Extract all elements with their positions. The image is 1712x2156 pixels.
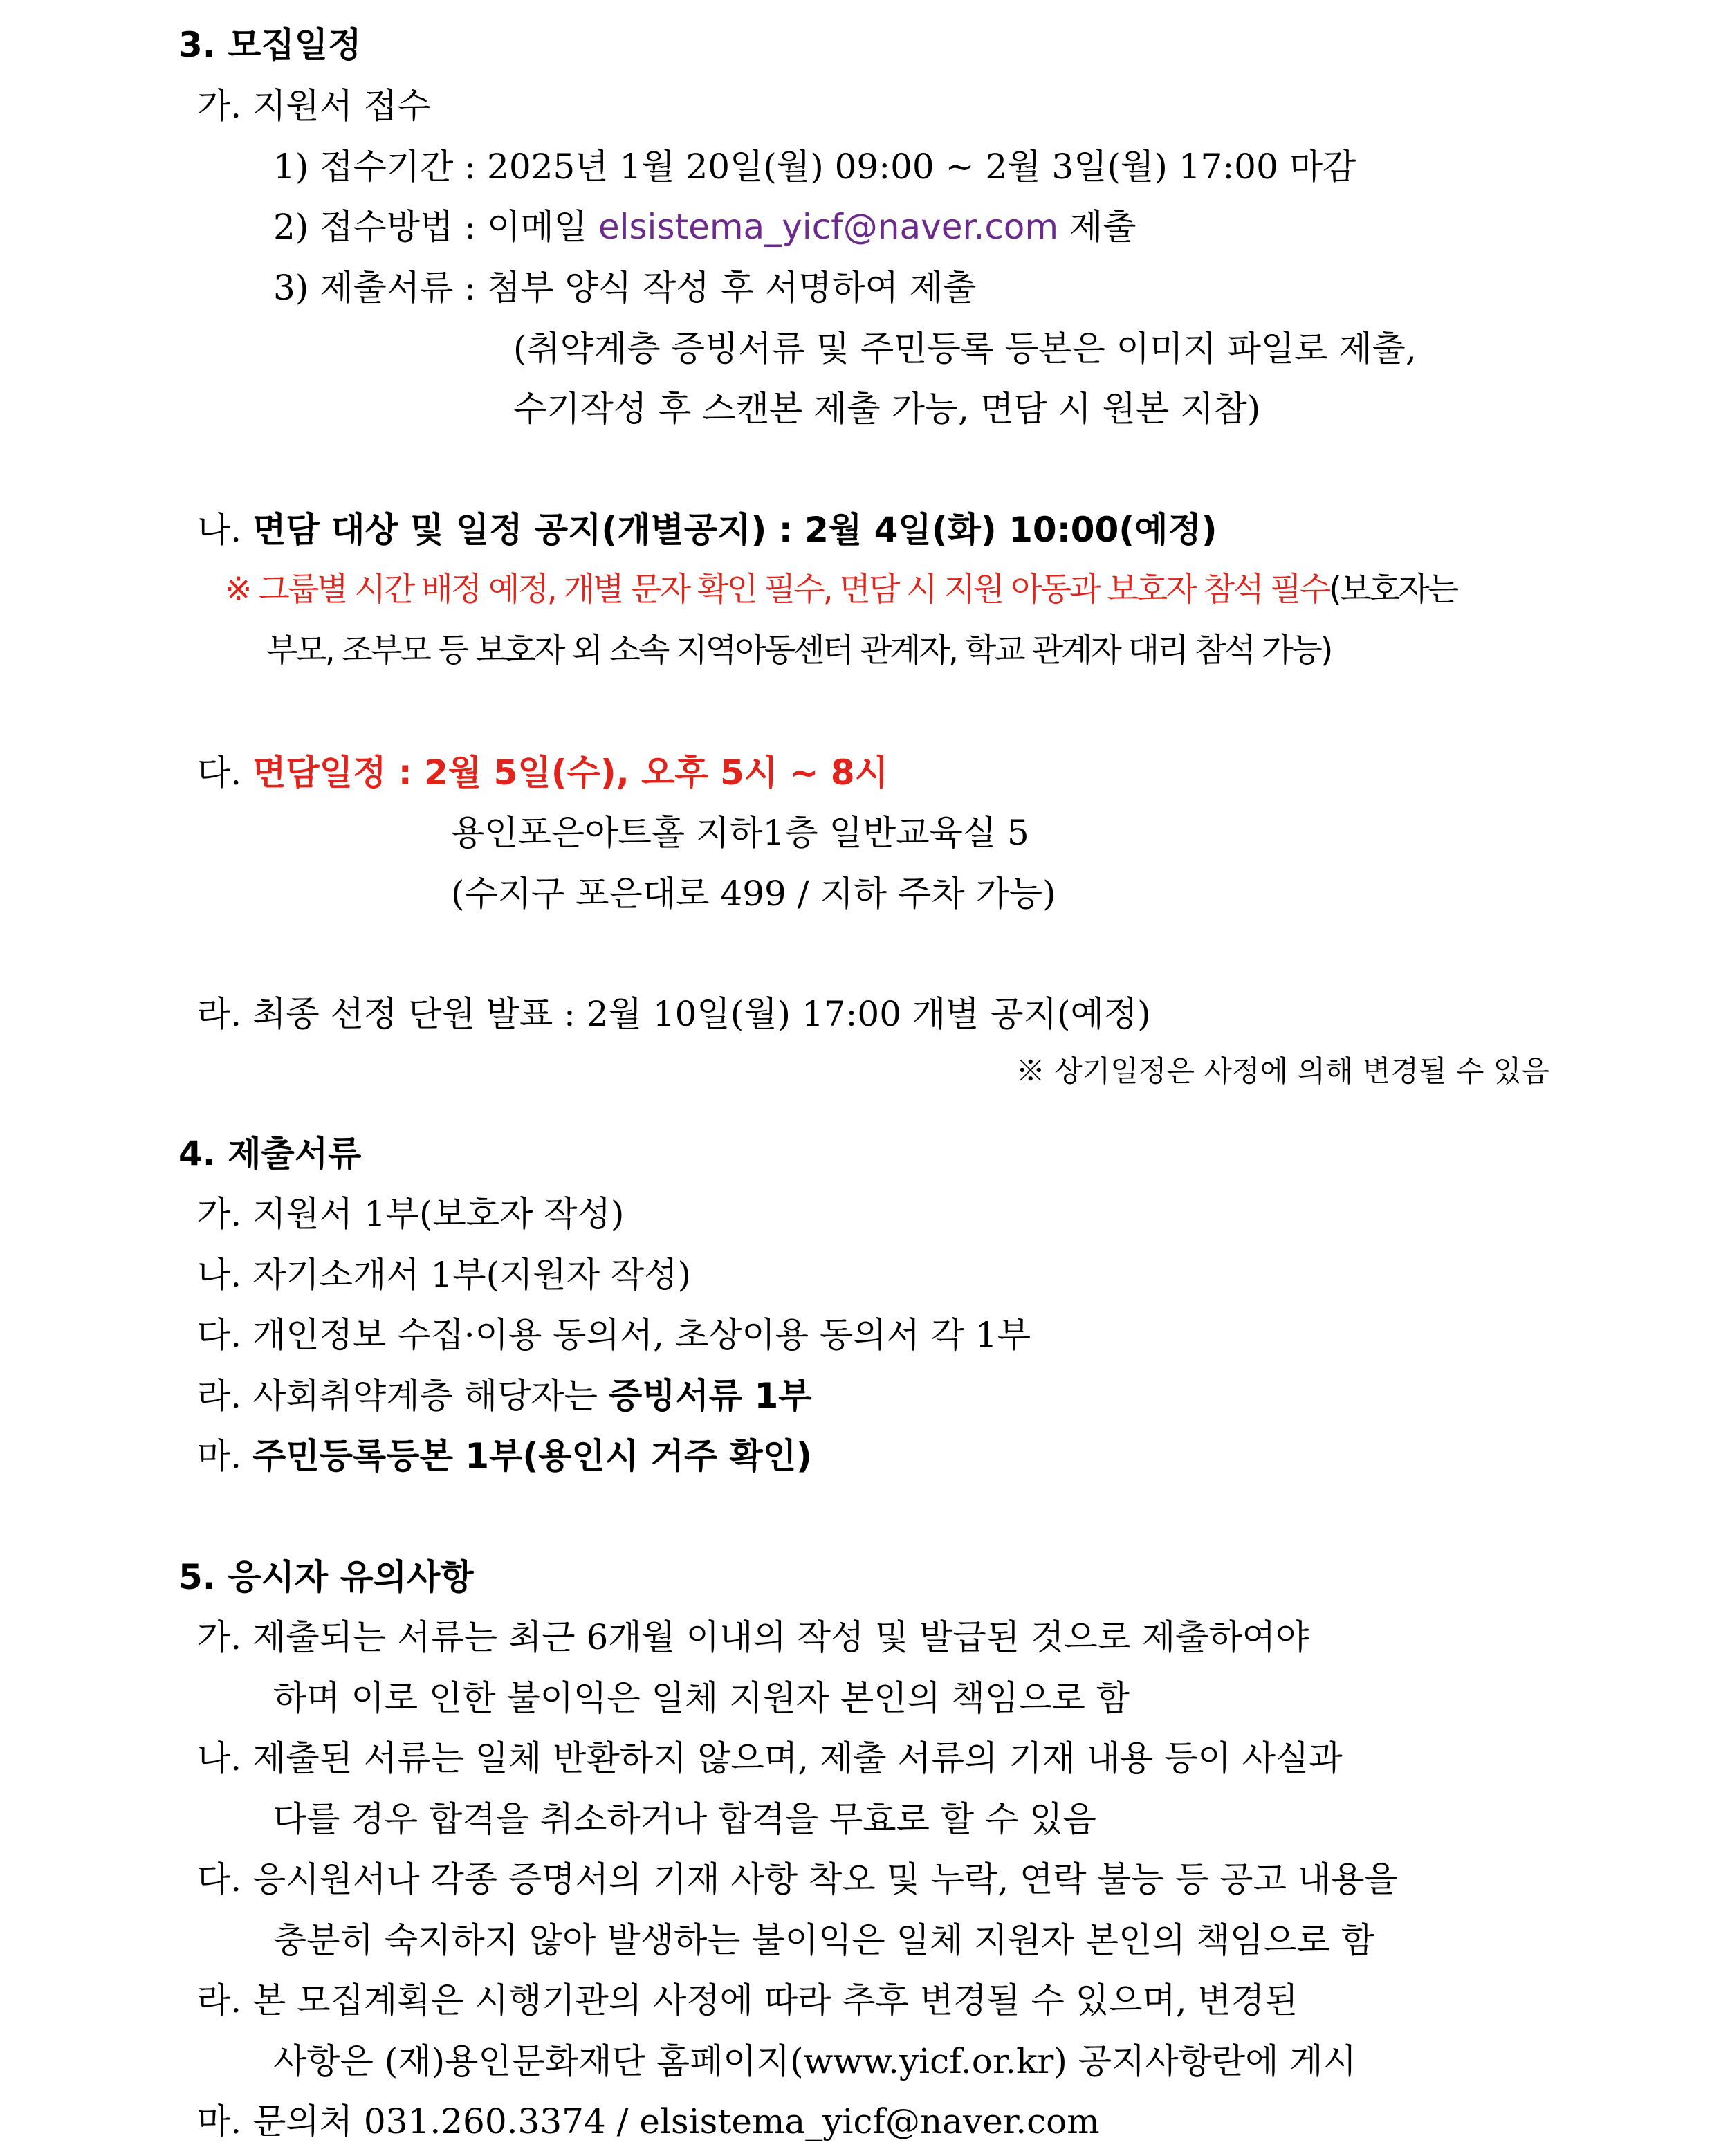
interview-notice-text: 면담 대상 및 일정 공지(개별공지) : 2월 4일(화) 10:00(예정) [252,510,1217,550]
method-prefix: 2) 접수방법 : 이메일 [273,207,598,247]
interview-warning-black: (보호자는 [1329,571,1457,609]
notice-ma-contact: 마. 문의처 031.260.3374 / elsistema_yicf@naver.com [197,2101,1100,2141]
doc-item-ma [197,1436,813,1476]
doc-item-ma-bold: 주민등록등본 1부(용인시 거주 확인) [252,1436,813,1476]
notice-ra-1: 라. 본 모집계획은 시행기관의 사정에 따라 추후 변경될 수 있으며, 변경된 [197,1980,1298,2020]
method-suffix: 제출 [1058,207,1136,247]
na-prefix: 나. [197,510,253,550]
interview-schedule-text: 면담일정 : 2월 5일(수), 오후 5시 ~ 8시 [252,753,888,793]
required-documents-note-1: (취약계층 증빙서류 및 주민등록 등본은 이미지 파일로 제출, [513,329,1417,369]
application-method [273,207,1136,247]
email-link[interactable]: elsistema_yicf@naver.com [598,207,1059,247]
doc-item-ra-prefix: 라. 사회취약계층 해당자는 [197,1376,609,1416]
schedule-change-note: ※ 상기일정은 사정에 의해 변경될 수 있음 [1015,1054,1549,1088]
interview-place: 용인포은아트홀 지하1층 일반교육실 5 [451,813,1029,853]
doc-item-ma-prefix: 마. [197,1436,253,1476]
interview-warning-red: ※ 그룹별 시간 배정 예정, 개별 문자 확인 필수, 면담 시 지원 아동과 보호자 참석 필수 [225,571,1329,609]
section-5-heading: 5. 응시자 유의사항 [178,1557,474,1597]
section-3-heading: 3. 모집일정 [178,25,362,65]
section-4-heading: 4. 제출서류 [178,1134,362,1174]
interview-warning [225,571,1457,609]
notice-da-1: 다. 응시원서나 각종 증명서의 기재 사항 착오 및 누락, 연락 불능 등 공고 내용을 [197,1859,1398,1899]
doc-item-ra-bold: 증빙서류 1부 [608,1376,812,1416]
notice-na-1: 나. 제출된 서류는 일체 반환하지 않으며, 제출 서류의 기재 내용 등이 사실과 [197,1738,1343,1778]
notice-ra-2: 사항은 (재)용인문화재단 홈페이지(www.yicf.or.kr) 공지사항란에 게시 [273,2041,1357,2081]
notice-ga-1: 가. 제출되는 서류는 최근 6개월 이내의 작성 및 발급된 것으로 제출하여야 [197,1617,1309,1657]
final-announcement: 라. 최종 선정 단원 발표 : 2월 10일(월) 17:00 개별 공지(예정) [197,994,1151,1034]
interview-warning-line-2: 부모, 조부모 등 보호자 외 소속 지역아동센터 관계자, 학교 관계자 대리 참석 가능) [266,632,1332,670]
doc-item-ra [197,1376,812,1416]
required-documents: 3) 제출서류 : 첨부 양식 작성 후 서명하여 제출 [273,268,977,308]
interview-address: (수지구 포은대로 499 / 지하 주차 가능) [451,874,1056,914]
section-3-ga-label: 가. 지원서 접수 [197,86,431,126]
notice-ga-2: 하며 이로 인한 불이익은 일체 지원자 본인의 책임으로 함 [273,1678,1130,1718]
interview-schedule [197,753,888,793]
notice-da-2: 충분히 숙지하지 않아 발생하는 불이익은 일체 지원자 본인의 책임으로 함 [273,1920,1375,1960]
doc-item-ga: 가. 지원서 1부(보호자 작성) [197,1194,625,1234]
interview-notice [197,510,1217,550]
da-prefix: 다. [197,753,253,793]
required-documents-note-2: 수기작성 후 스캔본 제출 가능, 면담 시 원본 지참) [513,389,1261,429]
notice-na-2: 다를 경우 합격을 취소하거나 합격을 무효로 할 수 있음 [273,1799,1096,1839]
doc-item-na: 나. 자기소개서 1부(지원자 작성) [197,1255,691,1295]
doc-item-da: 다. 개인정보 수집·이용 동의서, 초상이용 동의서 각 1부 [197,1315,1031,1355]
application-period: 1) 접수기간 : 2025년 1월 20일(월) 09:00 ~ 2월 3일(월) 17:00 마감 [273,147,1356,187]
